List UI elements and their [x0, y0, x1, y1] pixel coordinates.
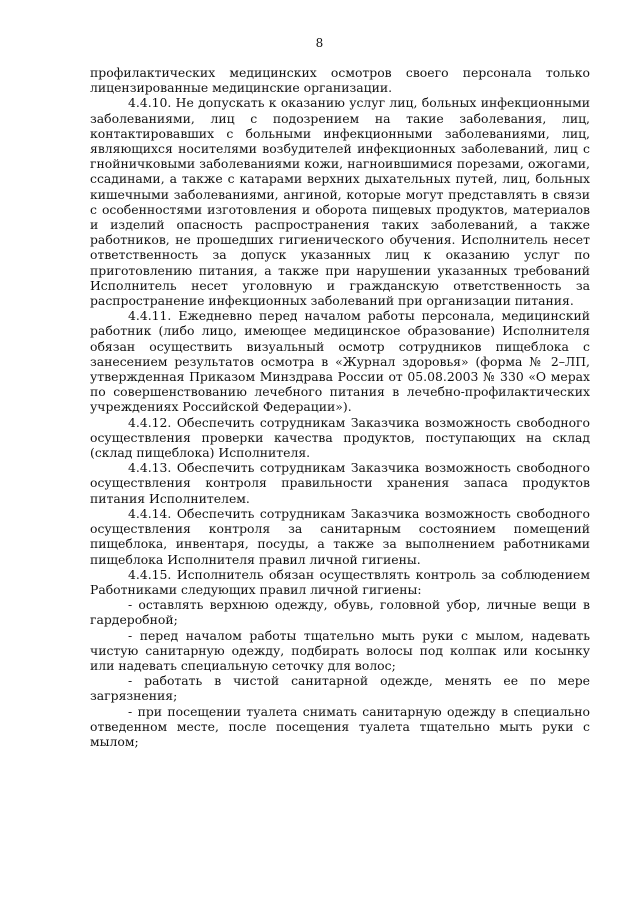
hygiene-rule-item: - работать в чистой санитарной одежде, менять ее по мере загрязнения; [90, 673, 590, 704]
page-number: 8 [315, 36, 324, 50]
clause-4-4-11: 4.4.11. Ежедневно перед началом работы персонала, медицинский работник (либо лицо, имеющее медицинское образование) Исполнителя обязан осуществить визуальный осмотр сотрудников пищеблока с занесением результатов осмотра в «Журнал здоровья» (форма № 2–ЛП, утвержденная Приказом Минздрава России от 05.08.2003 № 330 «О мерах по совершенствованию лечебного питания в лечебно-профилактических учреждениях Российской Федерации»). [90, 308, 590, 415]
paragraph-continuation: профилактических медицинских осмотров своего персонала только лицензированные медицинские организации. [90, 65, 590, 96]
document-body [90, 65, 590, 749]
clause-4-4-15: 4.4.15. Исполнитель обязан осуществлять контроль за соблюдением Работниками следующих правил личной гигиены: [90, 566, 590, 597]
clause-4-4-14: 4.4.14. Обеспечить сотрудникам Заказчика возможность свободного осуществления контроля за санитарным состоянием помещений пищеблока, инвентаря, посуды, а также за выполнением работниками пищеблока Исполнителя правил личной гигиены. [90, 505, 590, 567]
hygiene-rule-item: - при посещении туалета снимать санитарную одежду в специально отведенном месте, после посещения туалета тщательно мыть руки с мылом; [90, 703, 590, 749]
hygiene-rule-item: - перед началом работы тщательно мыть руки с мылом, надевать чистую санитарную одежду, подбирать волосы под колпак или косынку или надевать специальную сеточку для волос; [90, 627, 590, 673]
clause-4-4-12: 4.4.12. Обеспечить сотрудникам Заказчика возможность свободного осуществления проверки качества продуктов, поступающих на склад (склад пищеблока) Исполнителя. [90, 414, 590, 461]
clause-4-4-13: 4.4.13. Обеспечить сотрудникам Заказчика возможность свободного осуществления контроля правильности хранения запаса продуктов питания Исполнителем. [90, 460, 590, 506]
clause-4-4-10: 4.4.10. Не допускать к оказанию услуг лиц, больных инфекционными заболеваниями, лиц с подозрением на такие заболевания, лиц, контактировавших с больными инфекционными заболеваниями, лиц, являющихся носителями возбудителей инфекционных заболеваний, лиц с гнойничковыми заболеваниями кожи, нагноившимися порезами, ожогами, ссадинами, а также с катарами верхних дыхательных путей, лиц, больных кишечными заболеваниями, ангиной, которые могут представлять в связи с особенностями изготовления и оборота пищевых продуктов, материалов и изделий опасность распространения таких заболеваний, а также работников, не прошедших гигиенического обучения. Исполнитель несет ответственность за допуск указанных лиц к оказанию услуг по приготовлению питания, а также при нарушении указанных требований Исполнитель несет уголовную и гражданскую ответственность за распространение инфекционных заболеваний при организации питания. [90, 95, 590, 309]
hygiene-rule-item: - оставлять верхнюю одежду, обувь, головной убор, личные вещи в гардеробной; [90, 597, 590, 628]
